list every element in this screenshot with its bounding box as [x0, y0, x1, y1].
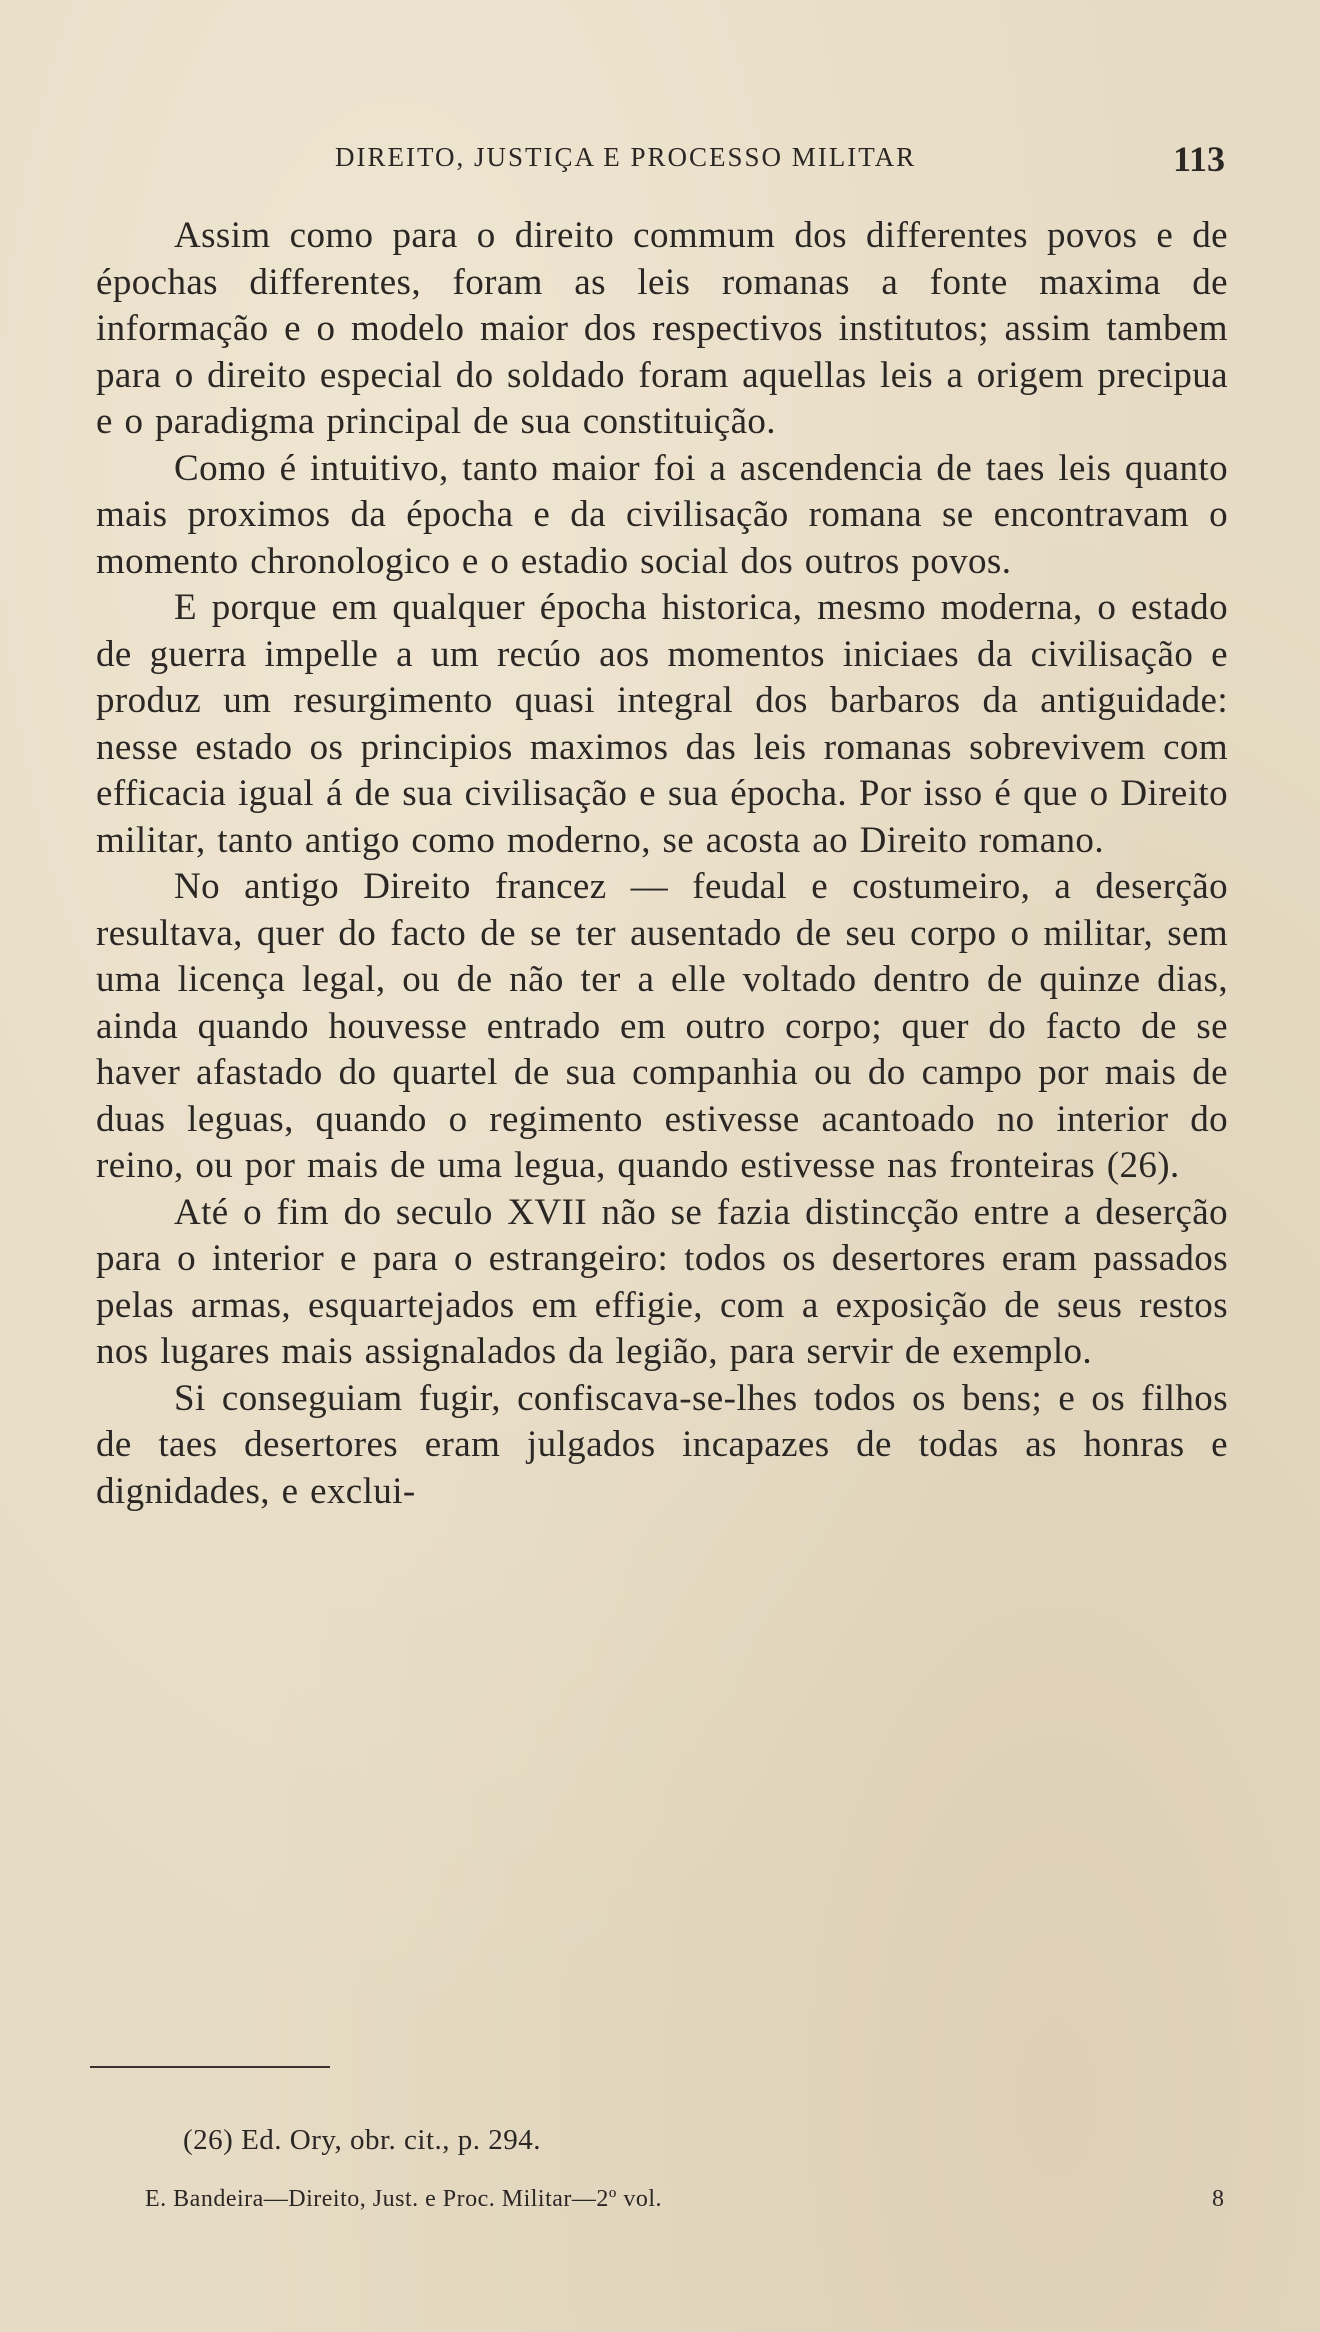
paragraph: Assim como para o direito commum dos differentes povos e de épochas differentes, foram as leis romanas a fonte maxima de informação e o modelo maior dos respectivos institutos; assim tambem para o direito especial do soldado foram aquellas leis a origem precipua e o paradigma principal de sua constituição. [96, 215, 1228, 442]
signature-mark: 8 [1212, 2186, 1224, 2212]
page-number: 113 [1173, 139, 1226, 179]
footnote-rule [90, 2066, 330, 2068]
footer-imprint [145, 2186, 1224, 2220]
paragraph: Como é intuitivo, tanto maior foi a ascendencia de taes leis quanto mais proximos da épocha e da civilisação romana se encontravam o momento chronologico e o estadio social dos outros povos. [96, 447, 1228, 582]
imprint-credit: E. Bandeira—Direito, Just. e Proc. Militar—2º vol. [145, 2186, 663, 2212]
paragraph: Até o fim do seculo XVII não se fazia distincção entre a deserção para o interior e para o estrangeiro: todos os desertores eram passados pelas armas, esquartejados em effigie, com a exposição de seus restos nos lugares mais assignalados da legião, para servir de exemplo. [96, 1191, 1228, 1372]
body-text [96, 213, 1228, 1515]
paragraph: No antigo Direito francez — feudal e costumeiro, a deserção resultava, quer do facto de se ter ausentado de seu corpo o militar, sem uma licença legal, ou de não ter a elle voltado dentro de quinze dias, ainda quando houvesse entrado em outro corpo; quer do facto de se haver afastado do quartel de sua companhia ou do campo por mais de duas leguas, quando o regimento estivesse acantoado no interior do reino, ou por mais de uma legua, quando estivesse nas fronteiras (26). [96, 866, 1228, 1186]
running-head [335, 138, 1260, 178]
paragraph: E porque em qualquer épocha historica, mesmo moderna, o estado de guerra impelle a um recúo aos momentos iniciaes da civilisação e produz um resurgimento quasi integral dos barbaros da antiguidade: nesse estado os principios maximos das leis romanas sobrevivem com efficacia igual á de sua civilisação e sua épocha. Por isso é que o Direito militar, tanto antigo como moderno, se acosta ao Direito romano. [96, 587, 1228, 861]
paragraph: Si conseguiam fugir, confiscava-se-lhes todos os bens; e os filhos de taes desertores eram julgados incapazes de todas as honras e dignidades, e exclui- [96, 1377, 1228, 1512]
running-title: DIREITO, JUSTIÇA E PROCESSO MILITAR [335, 142, 917, 172]
footnote: (26) Ed. Ory, obr. cit., p. 294. [183, 2124, 542, 2156]
